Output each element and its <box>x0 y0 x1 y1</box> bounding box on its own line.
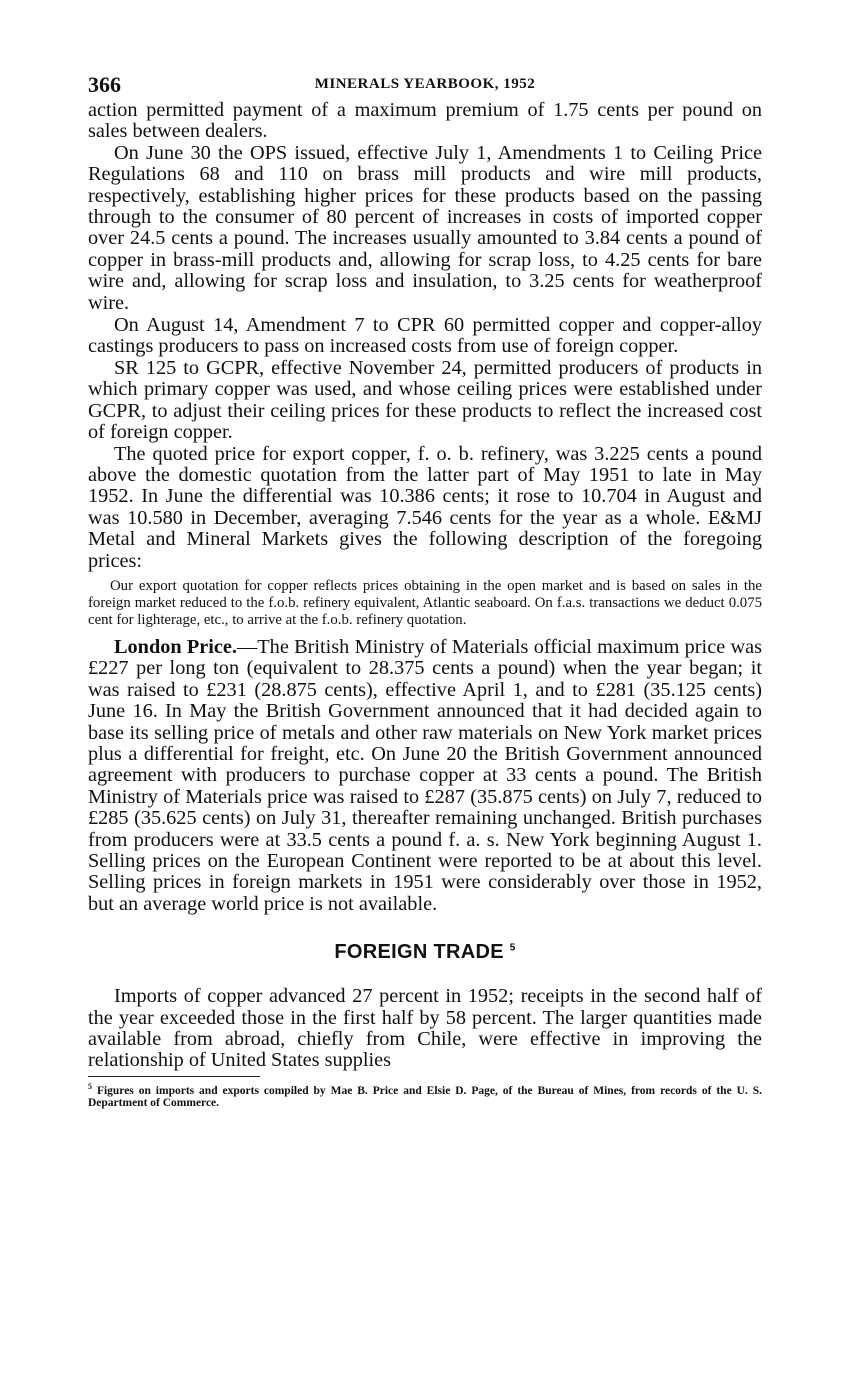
paragraph-export-price: The quoted price for export copper, f. o. b. refinery, was 3.225 cents a pound above the domestic quotation from the latter part of May 1951 to late in May 1952. In June the differential was 10.386 cents; it rose to 10.704 in August and was 10.580 in December, averaging 7.546 cents for the year as a whole. E&MJ Metal and Mineral Markets gives the following description of the foregoing prices: <box>88 442 762 572</box>
block-quote <box>88 578 762 629</box>
paragraph-continued: action permitted payment of a maximum premium of 1.75 cents per pound on sales between dealers. <box>88 99 762 143</box>
page-number: 366 <box>88 72 121 97</box>
footnote <box>88 1081 762 1110</box>
section-heading-text: FOREIGN TRADE <box>334 941 504 964</box>
footnote-divider <box>88 1076 260 1077</box>
paragraph-london-price <box>88 637 762 915</box>
london-price-body: —The British Ministry of Materials official maximum price was £227 per long ton (equivalent to 28.375 cents a pound) when the year began; it was raised to £231 (28.875 cents), effective April 1, and to £281 (35.125 cents) June 16. In May the British Government announced that it had decided again to base its selling price of metals and other raw materials on New York market prices plus a differential for freight, etc. On June 20 the British Government announced agreement with producers to purchase copper at 33 cents a pound. The British Ministry of Materials price was raised to £287 (35.875 cents) on July 7, reduced to £285 (35.625 cents) on July 31, thereafter remaining unchanged. British purchases from producers were at 33.5 cents a pound f. a. s. New York beginning August 1. Selling prices on the European Continent were reported to be at about this level. Selling prices in foreign markets in 1951 were considerably over those in 1952, but an average world price is not available. <box>88 635 762 915</box>
footnote-reference: 5 <box>509 942 516 954</box>
running-title: MINERALS YEARBOOK, 1952 <box>314 76 536 92</box>
book-page <box>88 70 762 1110</box>
paragraph-imports: Imports of copper advanced 27 percent in 1952; receipts in the second half of the year exceeded those in the first half by 58 percent. The larger quantities made available from abroad, chiefly from Chile, were effective in improving the relationship of United States supplies <box>88 985 762 1072</box>
running-head <box>88 70 762 100</box>
footnote-mark: 5 <box>88 1081 92 1091</box>
footnote-text: Figures on imports and exports compiled by Mae B. Price and Elsie D. Page, of the Bureau of Mines, from records of the U. S. Department of Commerce. <box>88 1084 762 1110</box>
quote-text: Our export quotation for copper reflects prices obtaining in the open market and is based on sales in the foreign market reduced to the f.o.b. refinery equivalent, Atlantic seaboard. On f.a.s. transactions we deduct 0.075 cent for lighterage, etc., to arrive at the f.o.b. refinery quotation. <box>88 577 762 628</box>
section-heading-foreign-trade <box>88 941 762 964</box>
paragraph-ops-amendments: On June 30 the OPS issued, effective July 1, Amendments 1 to Ceiling Price Regulations 68 and 110 on brass mill products and wire mill products, respectively, establishing higher prices for these products based on the passing through to the consumer of 80 percent of increases in costs of imported copper over 24.5 cents a pound. The increases usually amounted to 3.84 cents a pound of copper in brass-mill products and, allowing for scrap loss, to 4.25 cents for bare wire and, allowing for scrap loss and insulation, to 3.25 cents for weatherproof wire. <box>88 141 762 314</box>
london-price-lead: London Price. <box>114 635 238 658</box>
paragraph-cpr-60: On August 14, Amendment 7 to CPR 60 permitted copper and copper-alloy castings producers to pass on increased costs from use of foreign copper. <box>88 314 762 358</box>
paragraph-sr-125: SR 125 to GCPR, effective November 24, permitted producers of products in which primary copper was used, and whose ceiling prices were established under GCPR, to adjust their ceiling prices for these products to reflect the increased cost of foreign copper. <box>88 356 762 444</box>
